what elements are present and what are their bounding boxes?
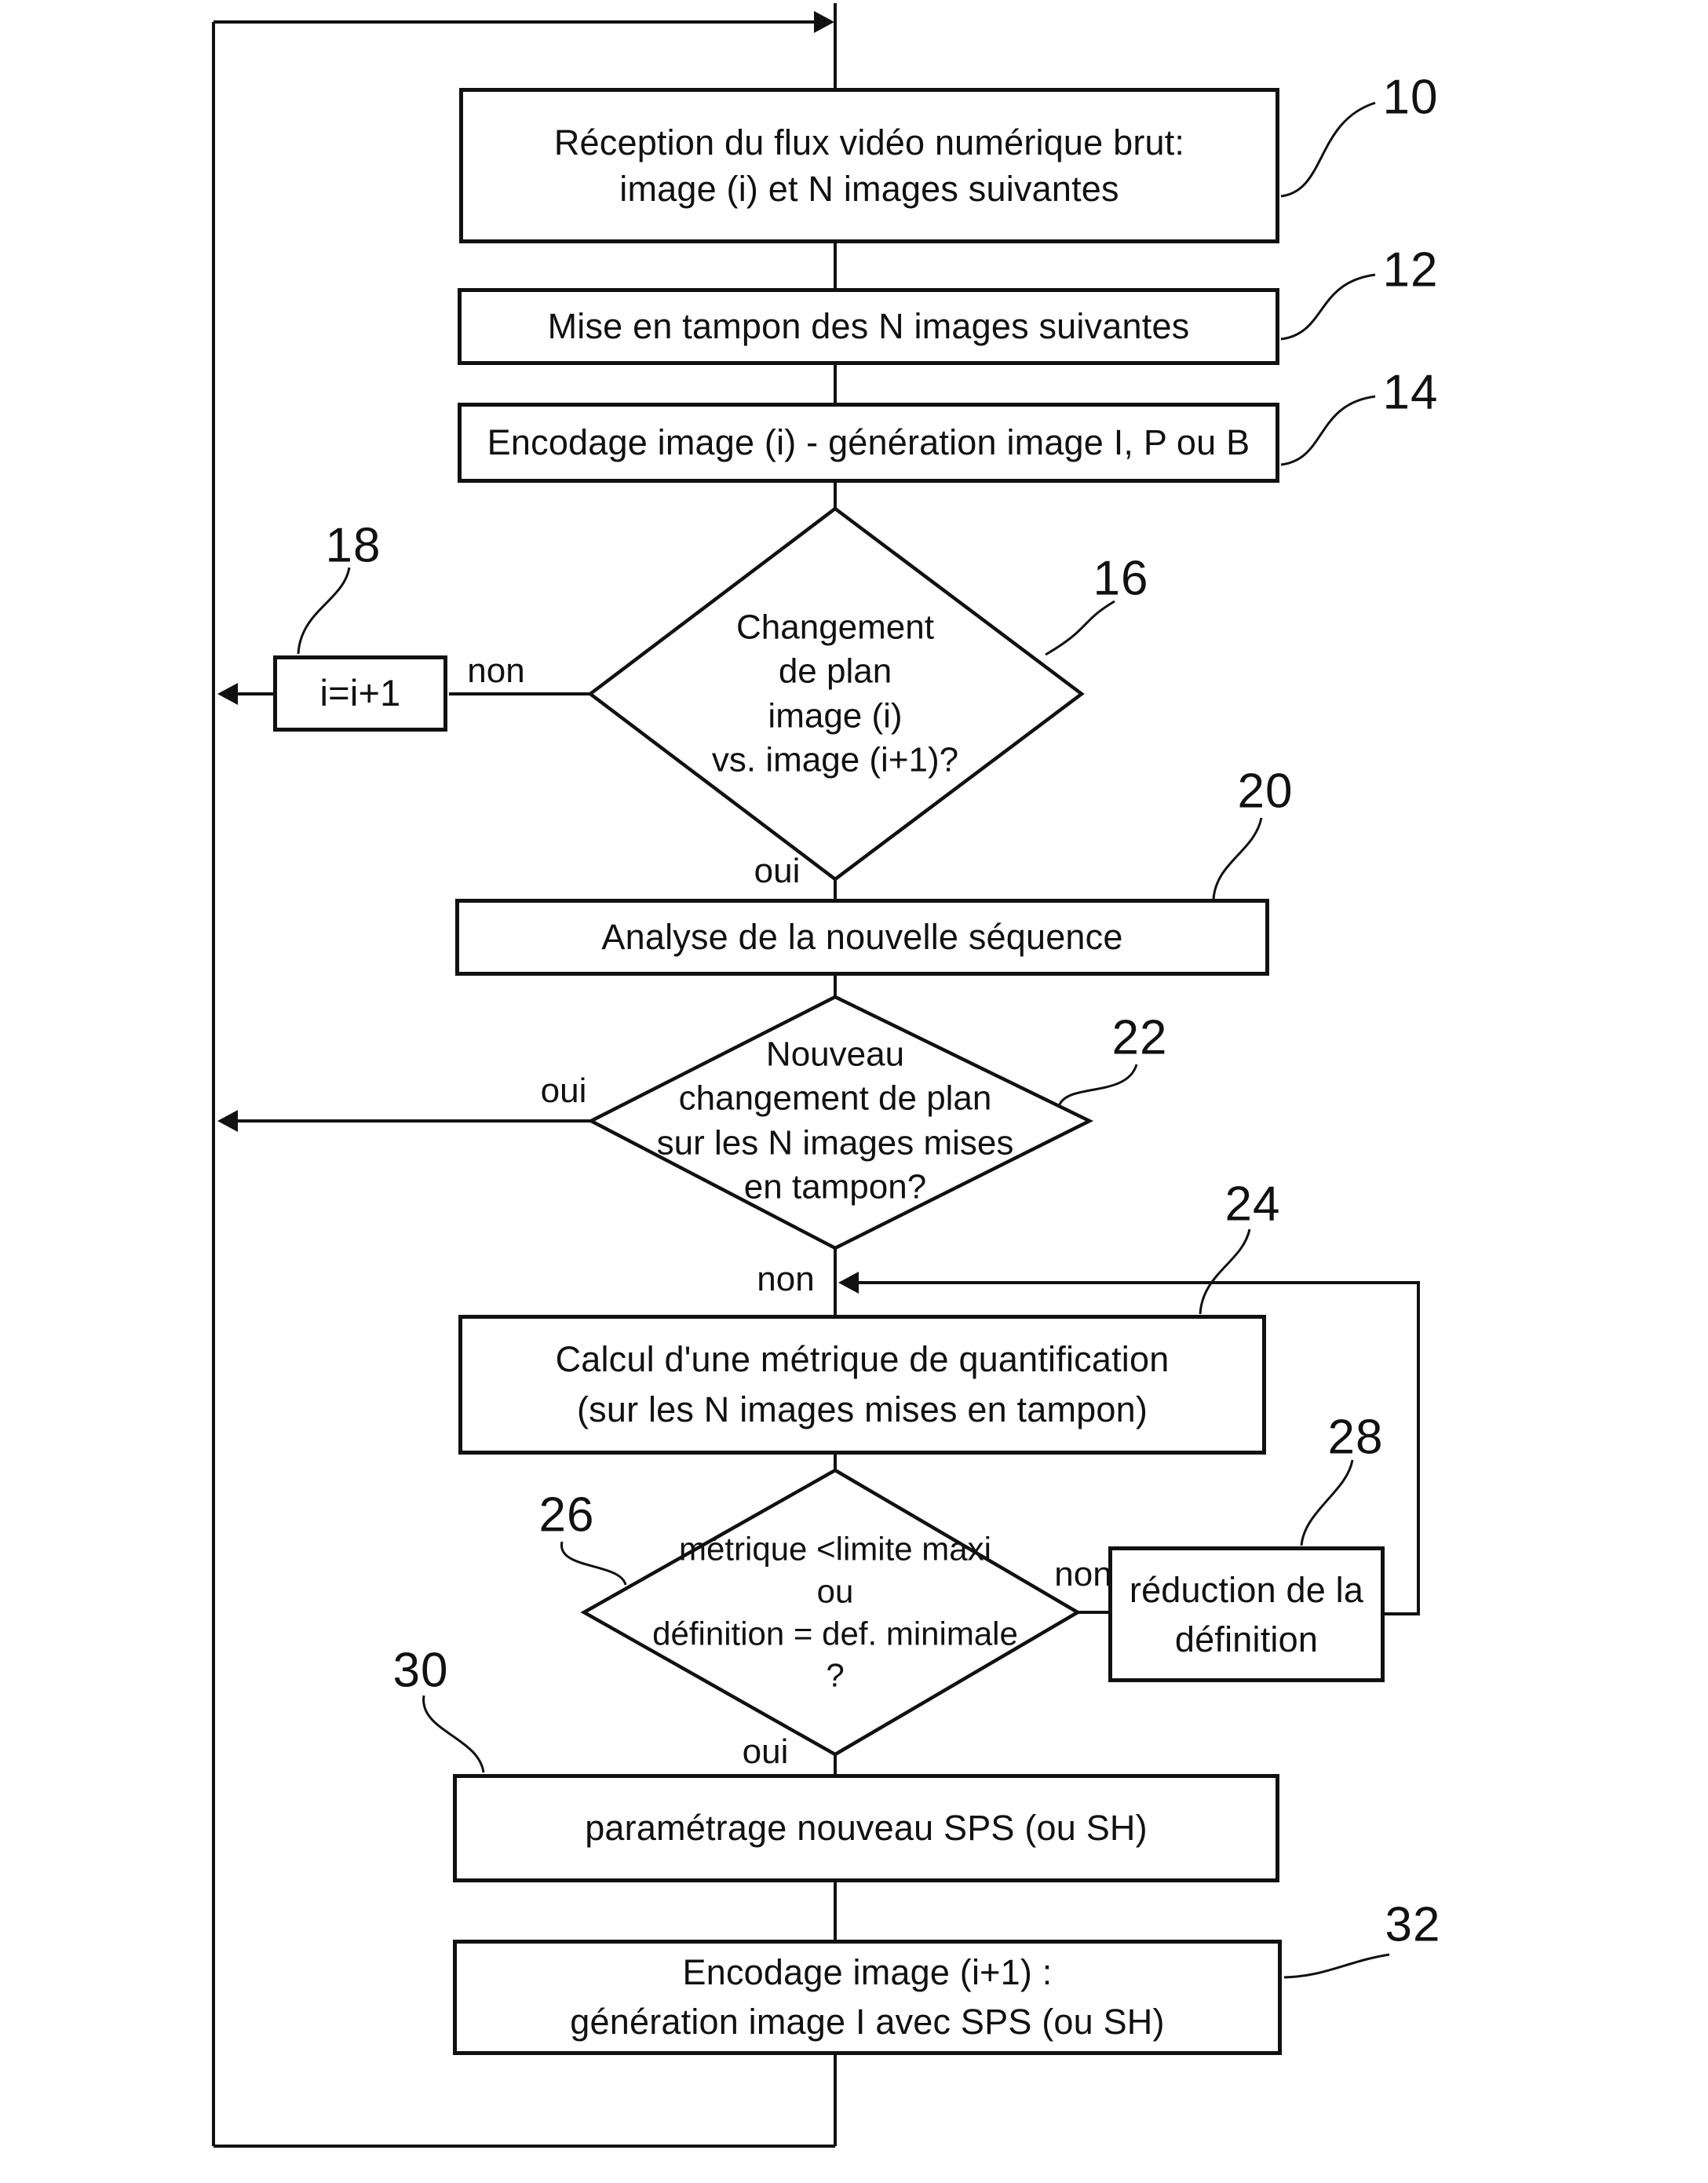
ref-numeral-12: 12: [1382, 243, 1439, 298]
ref-numeral-18: 18: [325, 518, 381, 573]
node-30-line1: paramétrage nouveau SPS (ou SH): [585, 1808, 1148, 1849]
node-30-sps-setup: [453, 1774, 1279, 1882]
node-22-new-scene-change-text: [657, 1032, 1014, 1209]
arrowhead-18-left-icon: [217, 683, 238, 705]
ref-numeral-14: 14: [1382, 365, 1439, 420]
node-10-reception: [459, 88, 1279, 243]
leader-22: [1060, 1064, 1137, 1104]
leader-26: [561, 1542, 626, 1585]
node-10-line1: Réception du flux vidéo numérique brut:: [553, 122, 1185, 162]
node-26-line3: définition = def. minimale: [652, 1615, 1018, 1652]
leader-10: [1281, 103, 1375, 196]
leader-18: [298, 568, 349, 654]
node-28-reduce-definition: [1108, 1546, 1385, 1682]
node-12-line1: Mise en tampon des N images suivantes: [547, 306, 1190, 347]
leader-24: [1200, 1229, 1250, 1314]
node-16-line3: image (i): [768, 696, 903, 735]
node-14-encode-i: [458, 403, 1279, 483]
arrowhead-top-right-icon: [814, 11, 834, 33]
node-22-line1: Nouveau: [765, 1035, 905, 1074]
node-28-line1: réduction de la: [1129, 1569, 1364, 1610]
node-18-increment: [273, 655, 447, 732]
ref-numeral-32: 32: [1385, 1897, 1441, 1952]
node-32-line2: génération image I avec SPS (ou SH): [570, 2001, 1165, 2042]
node-28-line2: définition: [1174, 1619, 1319, 1659]
node-22-line4: en tampon?: [743, 1167, 927, 1206]
branch-label-26-non: non: [1054, 1555, 1112, 1593]
ref-numeral-28: 28: [1327, 1410, 1384, 1465]
ref-numeral-10: 10: [1382, 70, 1439, 125]
node-26-metric-test-text: [652, 1528, 1018, 1697]
ref-numeral-26: 26: [538, 1488, 595, 1542]
ref-numeral-22: 22: [1111, 1010, 1168, 1065]
branch-label-16-non: non: [467, 652, 525, 690]
branch-label-26-oui: oui: [742, 1732, 789, 1771]
leader-32: [1284, 1955, 1389, 1977]
branch-label-16-oui: oui: [754, 852, 801, 890]
leader-30: [424, 1696, 484, 1772]
branch-label-22-oui: oui: [540, 1071, 587, 1110]
leader-12: [1281, 275, 1375, 339]
arrowhead-loop-left-icon: [838, 1272, 859, 1294]
node-16-line1: Changement: [736, 608, 934, 647]
node-20-analysis: [455, 899, 1269, 976]
node-16-line4: vs. image (i+1)?: [711, 740, 959, 779]
node-24-line1: Calcul d'une métrique de quantification: [555, 1339, 1170, 1380]
node-24-metric: [458, 1315, 1266, 1455]
node-22-line3: sur les N images mises: [656, 1123, 1014, 1162]
leader-14: [1281, 396, 1375, 465]
node-16-line2: de plan: [778, 652, 892, 691]
ref-numeral-30: 30: [392, 1643, 449, 1698]
node-12-buffering: [458, 288, 1279, 365]
node-32-line1: Encodage image (i+1) :: [682, 1952, 1053, 1993]
ref-numeral-24: 24: [1224, 1177, 1281, 1232]
node-20-line1: Analyse de la nouvelle séquence: [601, 917, 1123, 958]
node-18-line1: i=i+1: [319, 672, 401, 714]
branch-label-22-non: non: [757, 1260, 815, 1298]
node-16-scene-change-text: [712, 605, 958, 782]
leader-20: [1213, 818, 1261, 899]
arrowhead-22-left-icon: [217, 1110, 238, 1132]
node-22-line2: changement de plan: [678, 1079, 992, 1118]
node-26-line2: ou: [816, 1572, 854, 1610]
node-24-line2: (sur les N images mises en tampon): [576, 1389, 1148, 1429]
leader-28: [1301, 1460, 1352, 1546]
node-10-line2: image (i) et N images suivantes: [619, 169, 1119, 209]
ref-numeral-16: 16: [1093, 551, 1149, 606]
ref-numeral-20: 20: [1237, 764, 1294, 819]
node-32-encode-i1: [453, 1940, 1282, 2055]
leader-16: [1046, 601, 1115, 655]
node-26-line4: ?: [826, 1656, 845, 1694]
node-14-line1: Encodage image (i) - génération image I, P ou B: [487, 422, 1250, 463]
node-26-line1: métrique <limite maxi: [679, 1530, 991, 1568]
